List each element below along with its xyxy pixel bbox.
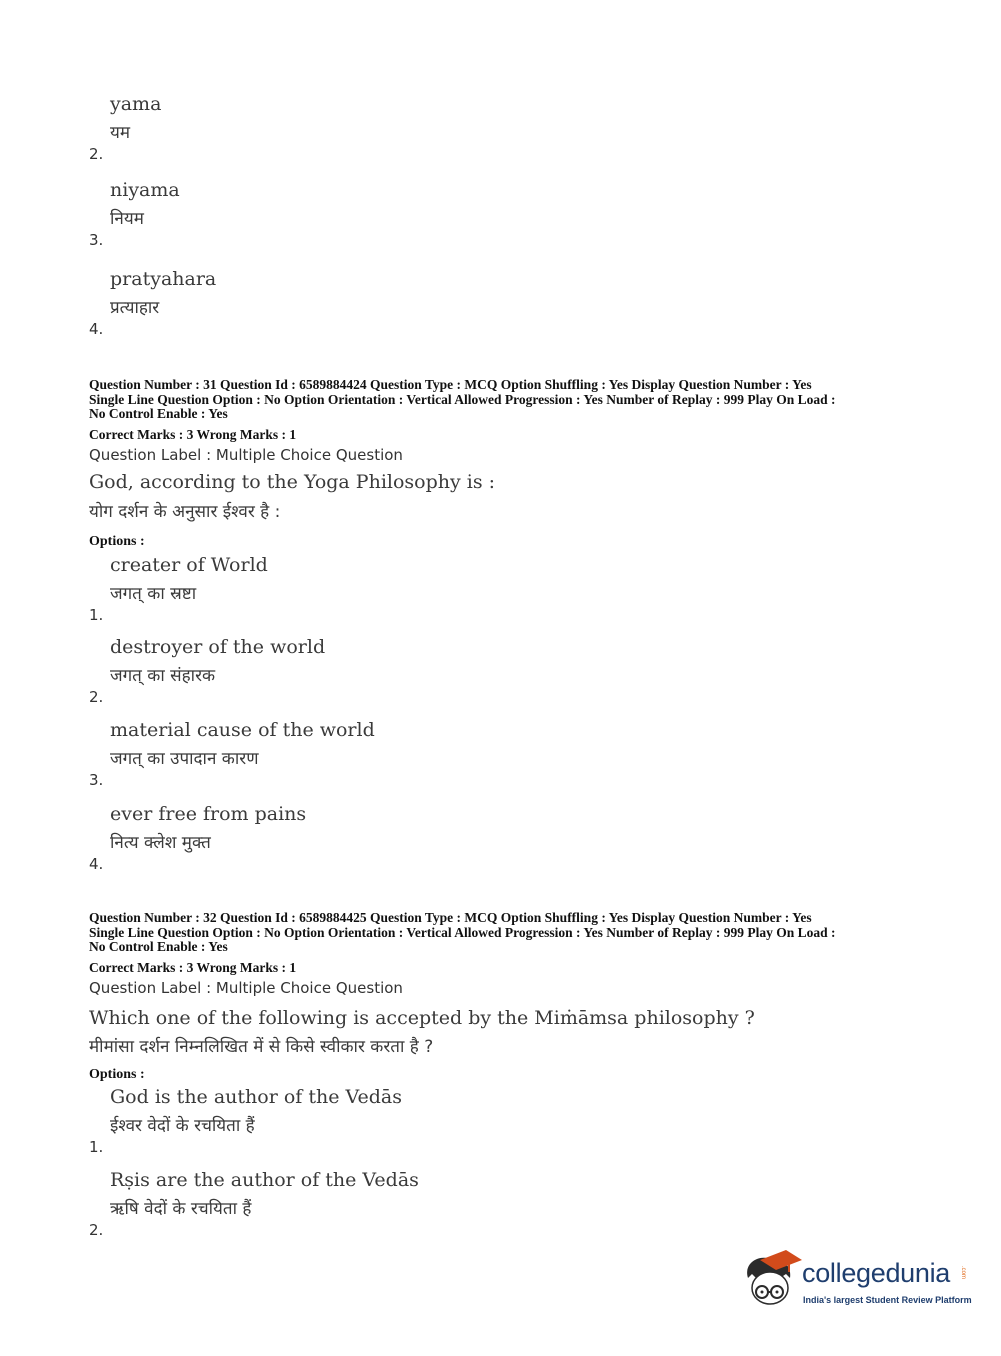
meta-line: Question Number : 31 Question Id : 6589884424 Question Type : MCQ Option Shuffling : Yes Display Question Number : Yes xyxy=(89,377,812,392)
option-text-en: Rṣis are the author of the Vedās xyxy=(110,1169,419,1191)
question-31-meta xyxy=(89,378,919,422)
question-32-meta xyxy=(89,911,919,955)
question-31-label: Question Label : Multiple Choice Question xyxy=(89,446,403,464)
meta-line: Question Number : 32 Question Id : 6589884425 Question Type : MCQ Option Shuffling : Yes Display Question Number : Yes xyxy=(89,910,812,925)
option-number: 4. xyxy=(89,320,104,338)
q31-option-4[interactable] xyxy=(88,803,688,873)
option-text-hi: यम xyxy=(110,123,131,143)
question-31-text-hi: योग दर्शन के अनुसार ईश्वर है : xyxy=(89,502,281,522)
option-number: 2. xyxy=(89,688,104,706)
option-number: 3. xyxy=(89,771,104,789)
question-32-marks: Correct Marks : 3 Wrong Marks : 1 xyxy=(89,960,297,975)
q32-option-1[interactable] xyxy=(88,1086,688,1156)
option-text-hi: जगत् का उपादान कारण xyxy=(110,749,259,769)
question-32-text-en: Which one of the following is accepted by the Miṁāmsa philosophy ? xyxy=(89,1007,755,1029)
meta-line: No Control Enable : Yes xyxy=(89,406,228,421)
option-text-hi: ईश्वर वेदों के रचयिता हैं xyxy=(110,1116,255,1136)
option-number: 2. xyxy=(89,1221,104,1239)
graduate-mascot-icon xyxy=(740,1248,802,1314)
option-text-hi: जगत् का स्रष्टा xyxy=(110,584,197,604)
option-text-en: pratyahara xyxy=(110,268,217,290)
option-text-en: God is the author of the Vedās xyxy=(110,1086,402,1108)
option-number: 3. xyxy=(89,231,104,249)
option-text-hi: प्रत्याहार xyxy=(110,298,160,318)
option-number: 1. xyxy=(89,1138,104,1156)
prev-option-4 xyxy=(88,268,688,338)
option-text-en: material cause of the world xyxy=(110,719,375,741)
option-text-en: creater of World xyxy=(110,554,268,576)
q31-option-2[interactable] xyxy=(88,636,688,706)
prev-option-3 xyxy=(88,179,688,249)
meta-line: No Control Enable : Yes xyxy=(89,939,228,954)
option-number: 2. xyxy=(89,145,104,163)
collegedunia-logo xyxy=(740,1248,970,1314)
option-text-hi: नित्य क्लेश मुक्त xyxy=(110,833,211,853)
option-text-en: ever free from pains xyxy=(110,803,307,825)
question-31-options-label: Options : xyxy=(89,534,145,549)
q31-option-1[interactable] xyxy=(88,554,688,624)
logo-tagline: India's largest Student Review Platform xyxy=(803,1295,972,1305)
option-text-en: niyama xyxy=(110,179,180,201)
logo-wordmark: collegedunia xyxy=(802,1258,951,1288)
question-32-label: Question Label : Multiple Choice Question xyxy=(89,979,403,997)
option-number: 1. xyxy=(89,606,104,624)
logo-com: .com xyxy=(960,1266,966,1280)
option-text-en: yama xyxy=(110,93,162,115)
question-32-text-hi: मीमांसा दर्शन निम्नलिखित में से किसे स्वीकार करता है ? xyxy=(89,1037,434,1057)
meta-line: Single Line Question Option : No Option Orientation : Vertical Allowed Progression : Yes Number of Replay : 999 Play On Load : xyxy=(89,391,836,407)
prev-option-2 xyxy=(88,93,688,163)
question-31-marks: Correct Marks : 3 Wrong Marks : 1 xyxy=(89,427,297,442)
q31-option-3[interactable] xyxy=(88,719,688,789)
option-text-hi: ऋषि वेदों के रचयिता हैं xyxy=(110,1199,252,1219)
option-text-hi: नियम xyxy=(110,209,144,229)
meta-line: Single Line Question Option : No Option Orientation : Vertical Allowed Progression : Yes Number of Replay : 999 Play On Load : xyxy=(89,924,836,940)
option-text-en: destroyer of the world xyxy=(110,636,326,658)
question-32-options-label: Options : xyxy=(89,1067,145,1082)
q32-option-2[interactable] xyxy=(88,1169,688,1239)
option-text-hi: जगत् का संहारक xyxy=(110,666,216,686)
question-31-text-en: God, according to the Yoga Philosophy is : xyxy=(89,471,496,493)
option-number: 4. xyxy=(89,855,104,873)
